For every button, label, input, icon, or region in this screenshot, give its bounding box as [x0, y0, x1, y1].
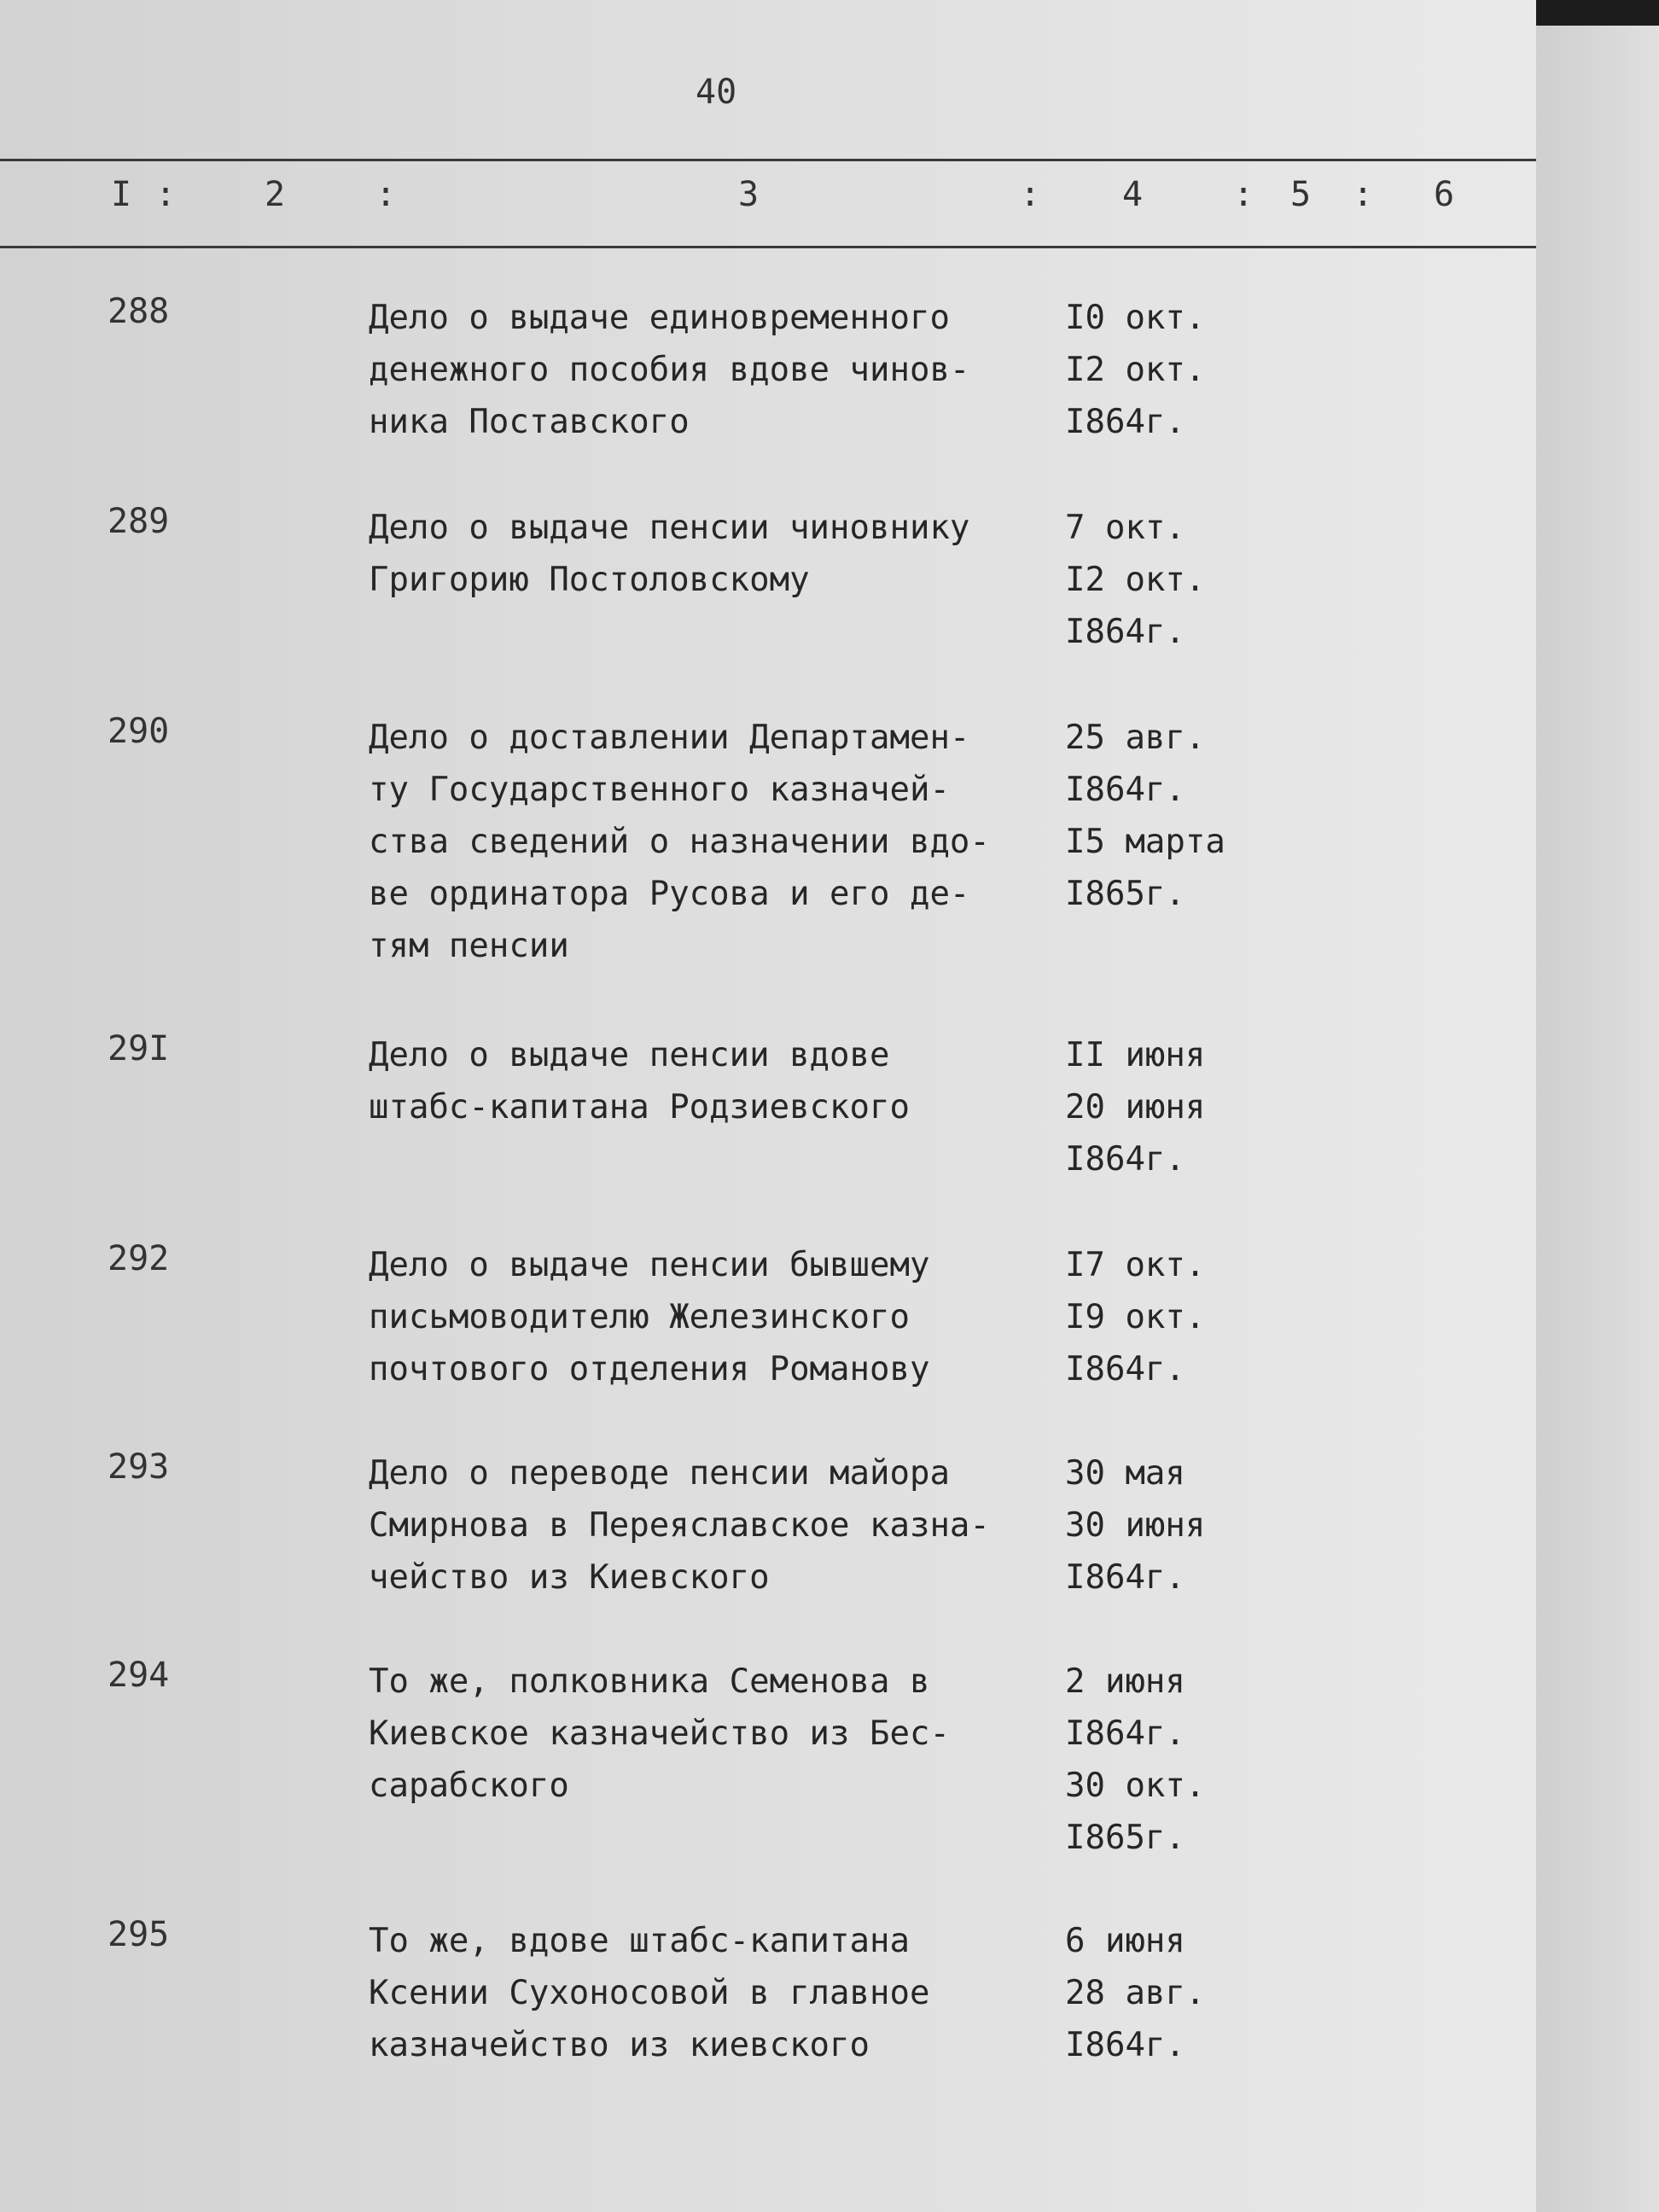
- entry-title: То же, вдове штабс-капитана Ксении Сухоносовой в главное казначейство из киевского: [369, 1922, 930, 2064]
- entry-date: I864г.: [1065, 1714, 1185, 1753]
- entry-dates: [1065, 712, 1253, 920]
- entry-date: 20 июня: [1065, 1088, 1206, 1126]
- entry-date: 30 июня: [1065, 1506, 1206, 1545]
- header-rule-bottom: [0, 246, 1536, 248]
- entry-date: 6 июня: [1065, 1922, 1185, 1960]
- entry-number: 288: [108, 292, 170, 331]
- entry-dates: [1065, 502, 1253, 658]
- entry-dates: [1065, 1239, 1253, 1395]
- entry-dates: [1065, 1029, 1253, 1185]
- column-header-3: 3: [738, 175, 760, 214]
- entry-date: I864г.: [1065, 1558, 1185, 1597]
- entry-number: 29I: [108, 1029, 170, 1068]
- entry-date: 30 мая: [1065, 1454, 1185, 1493]
- column-separator: :: [1020, 175, 1041, 214]
- entry-date: I864г.: [1065, 1350, 1185, 1388]
- column-header-1: I: [111, 175, 132, 214]
- entry-date: 25 авг.: [1065, 719, 1206, 757]
- entry-date: I865г.: [1065, 875, 1185, 913]
- sheet-fold: [1536, 26, 1659, 2212]
- column-separator: :: [1233, 175, 1254, 214]
- entry-date: I7 окт.: [1065, 1246, 1206, 1284]
- column-header-2: 2: [265, 175, 286, 214]
- entry-date: I864г.: [1065, 771, 1185, 809]
- header-rule-top: [0, 159, 1536, 161]
- column-header-5: 5: [1290, 175, 1312, 214]
- entry-date: I864г.: [1065, 1140, 1185, 1179]
- entry-date: I865г.: [1065, 1819, 1185, 1857]
- entry-date: I5 марта: [1065, 823, 1225, 861]
- entry-date: I864г.: [1065, 2026, 1185, 2064]
- entry-date: I2 окт.: [1065, 351, 1206, 389]
- entry-date: 7 окт.: [1065, 509, 1185, 547]
- entry-title: Дело о доставлении Департамен- ту Государственного казначей- ства сведений о назначении вдо- ве ординатора Русова и его де- тям пенсии: [369, 719, 990, 965]
- entry-title: Дело о выдаче пенсии бывшему письмоводителю Железинского почтового отделения Романову: [369, 1246, 930, 1388]
- entry-date: 28 авг.: [1065, 1974, 1206, 2012]
- entry-number: 295: [108, 1915, 170, 1954]
- column-header-4: 4: [1122, 175, 1144, 214]
- page-number: 40: [696, 73, 737, 112]
- column-separator: :: [375, 175, 397, 214]
- entry-title: Дело о выдаче пенсии вдове штабс-капитана Родзиевского: [369, 1036, 910, 1126]
- entry-title: Дело о выдаче единовременного денежного пособия вдове чинов- ника Поставского: [369, 299, 970, 441]
- entry-number: 290: [108, 712, 170, 751]
- entry-number: 292: [108, 1239, 170, 1278]
- entry-date: I864г.: [1065, 613, 1185, 651]
- entry-date: II июня: [1065, 1036, 1206, 1074]
- column-separator: :: [1353, 175, 1374, 214]
- entry-date: I0 окт.: [1065, 299, 1206, 337]
- entry-dates: [1065, 1447, 1253, 1604]
- column-header-6: 6: [1434, 175, 1455, 214]
- entry-date: 30 окт.: [1065, 1767, 1206, 1805]
- entry-title: То же, полковника Семенова в Киевское казначейство из Бес- сарабского: [369, 1662, 950, 1805]
- entry-date: I2 окт.: [1065, 561, 1206, 599]
- entry-date: I9 окт.: [1065, 1298, 1206, 1336]
- entry-number: 293: [108, 1447, 170, 1487]
- entry-title: Дело о переводе пенсии майора Смирнова в Переяславское казна- чейство из Киевского: [369, 1454, 990, 1597]
- entry-date: 2 июня: [1065, 1662, 1185, 1701]
- entry-number: 294: [108, 1656, 170, 1695]
- entry-dates: [1065, 292, 1253, 448]
- entry-number: 289: [108, 502, 170, 541]
- entry-dates: [1065, 1915, 1253, 2071]
- entry-title: Дело о выдаче пенсии чиновнику Григорию Постоловскому: [369, 509, 970, 599]
- column-separator: :: [155, 175, 177, 214]
- entry-dates: [1065, 1656, 1253, 1864]
- entry-date: I864г.: [1065, 403, 1185, 441]
